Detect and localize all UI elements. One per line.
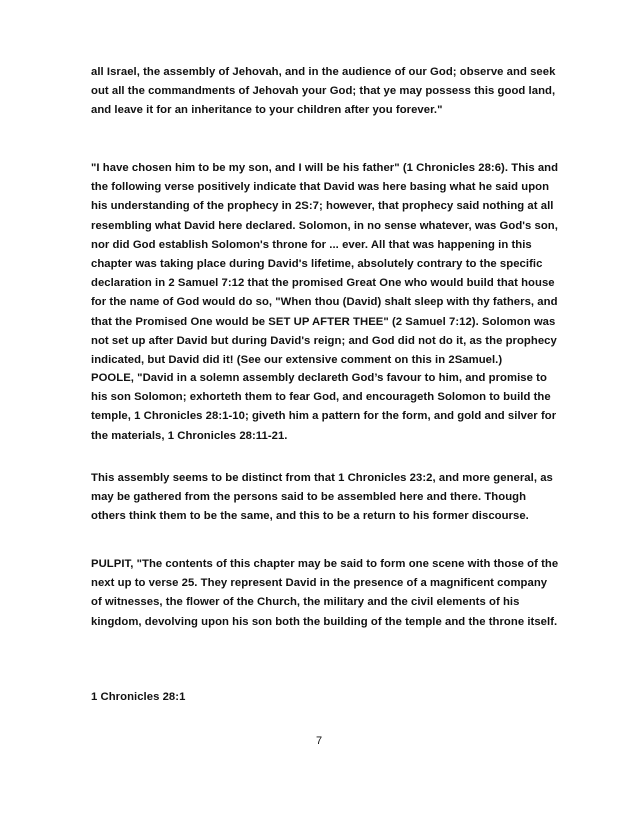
- page-number: 7: [315, 735, 323, 747]
- paragraph-chosen-son-commentary: "I have chosen him to be my son, and I will be his father" (1 Chronicles 28:6). This and the following verse positively indicate that David was here basing what he said upon his understanding of the prophecy in 2S:7; however, that prophecy said nothing at all resembling what David here declared. Solomon, in no sense whatever, was God's son, nor did God establish Solomon's throne for ... ever. All that was happening in this chapter was taking place during David's lifetime, absolutely contrary to the specific declaration in 2 Samuel 7:12 that the promised Great One who would build that house for the name of God would do so, "When thou (David) shalt sleep with thy fathers, and that the Promised One would be SET UP AFTER THEE" (2 Samuel 7:12). Solomon was not set up after David but during David's reign; and God did not do it, as the prophecy indicated, but David did it! (See our extensive comment on this in 2Samuel.): [91, 162, 559, 367]
- verse-heading: 1 Chronicles 28:1: [91, 691, 186, 703]
- paragraph-assembly-note: This assembly seems to be distinct from that 1 Chronicles 23:2, and more general, as may be gathered from the persons said to be assembled here and there. Though others think them to be the same, and this to be a return to his former discourse.: [91, 472, 553, 523]
- paragraph-deuteronomy-quote: all Israel, the assembly of Jehovah, and in the audience of our God; observe and seek out all the commandments of Jehovah your God; that ye may possess this good land, and leave it for an inheritance to your children after you forever.": [91, 66, 556, 117]
- paragraph-poole-commentary: POOLE, "David in a solemn assembly declareth God’s favour to him, and promise to his son Solomon; exhorteth them to fear God, and encourageth Solomon to build the temple, 1 Chronicles 28:1-10; giveth him a pattern for the form, and gold and silver for the materials, 1 Chronicles 28:11-21.: [91, 372, 557, 442]
- paragraph-pulpit-commentary: PULPIT, "The contents of this chapter may be said to form one scene with those of the next up to verse 25. They represent David in the presence of a magnificent company of witnesses, the flower of the Church, the military and the civil elements of his kingdom, devolving upon his son both the building of the temple and the throne itself.: [91, 558, 559, 628]
